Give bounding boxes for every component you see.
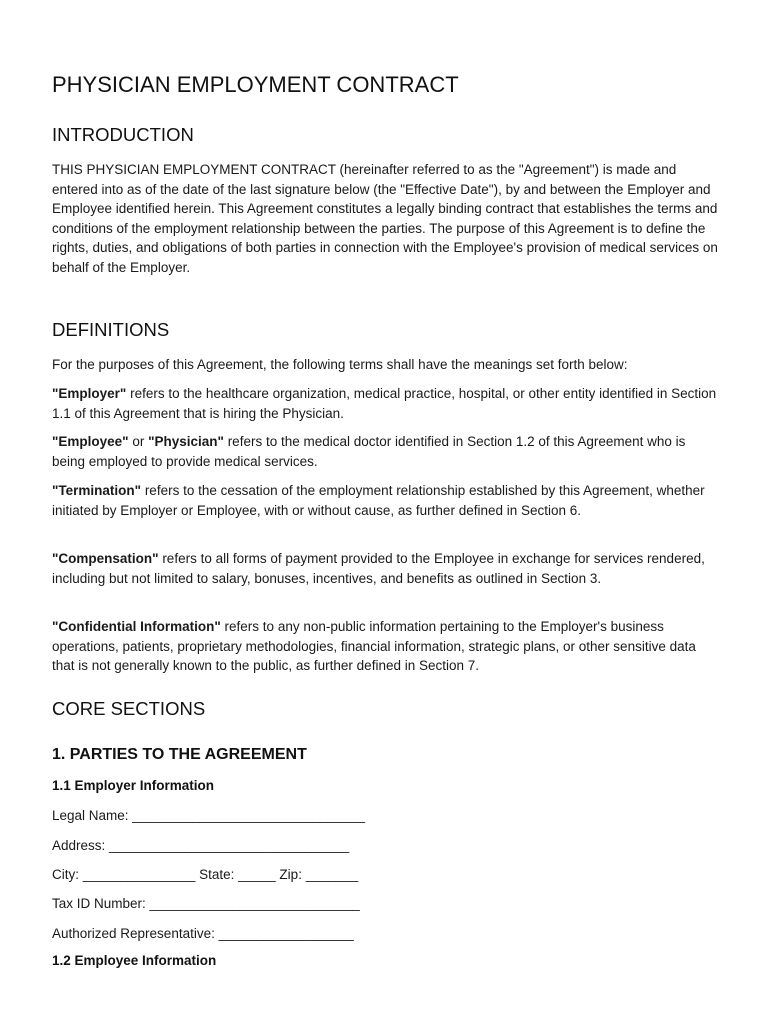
definition-confidential-information — [52, 617, 722, 676]
definition-termination-text: refers to the cessation of the employment relationship established by this Agreement, whether initiated by Employer or Employee, with or without cause, as further defined in Section 6. — [52, 483, 705, 518]
definition-employee — [52, 432, 722, 471]
definition-compensation-text: refers to all forms of payment provided to the Employee in exchange for services rendered, including but not limited to salary, bonuses, incentives, and benefits as outlined in Section 3. — [52, 551, 705, 586]
employer-information-heading: 1.1 Employer Information — [52, 778, 215, 793]
core-sections-heading: CORE SECTIONS — [52, 698, 206, 719]
authorized-representative-field: Authorized Representative: __________________ — [52, 926, 354, 941]
definition-employer-text: refers to the healthcare organization, medical practice, hospital, or other entity identified in Section 1.1 of this Agreement that is hiring the Physician. — [52, 386, 717, 421]
tax-id-field: Tax ID Number: ____________________________ — [52, 896, 360, 911]
legal-name-field: Legal Name: _______________________________ — [52, 808, 366, 823]
definition-confidential-text: refers to any non-public information pertaining to the Employer's business operations, patients, proprietary methodologies, financial information, strategic plans, or other sensitive data that is not generally known to the public, as further defined in Section 7. — [52, 619, 696, 674]
employee-information-heading: 1.2 Employee Information — [52, 953, 217, 968]
term-employee: "Employee" — [52, 434, 129, 449]
term-confidential-information: "Confidential Information" — [52, 619, 221, 634]
city-state-zip-field: City: _______________ State: _____ Zip: _______ — [52, 867, 359, 882]
introduction-paragraph: THIS PHYSICIAN EMPLOYMENT CONTRACT (hereinafter referred to as the "Agreement") is made and entered into as of the date of the last signature below (the "Effective Date"), by and between the Employer and Employee identified herein. This Agreement constitutes a legally binding contract that establishes the terms and conditions of the employment relationship between the parties. The purpose of this Agreement is to define the rights, duties, and obligations of both parties in connection with the Employee's provision of medical services on behalf of the Employer. — [52, 162, 718, 275]
definition-or: or — [128, 434, 149, 449]
definitions-intro: For the purposes of this Agreement, the following terms shall have the meanings set forth below: — [52, 357, 628, 372]
term-employer: "Employer" — [52, 386, 127, 401]
address-field: Address: ________________________________ — [52, 838, 350, 853]
term-compensation: "Compensation" — [52, 551, 159, 566]
definition-employer — [52, 384, 722, 423]
section-1-heading: 1. PARTIES TO THE AGREEMENT — [52, 746, 307, 763]
term-termination: "Termination" — [52, 483, 142, 498]
introduction-heading: INTRODUCTION — [52, 124, 194, 145]
definition-compensation — [52, 549, 722, 588]
term-physician: "Physician" — [148, 434, 224, 449]
definition-termination — [52, 481, 722, 520]
document-title: PHYSICIAN EMPLOYMENT CONTRACT — [52, 72, 459, 97]
definitions-heading: DEFINITIONS — [52, 319, 170, 340]
definition-employee-text: refers to the medical doctor identified in Section 1.2 of this Agreement who is being employed to provide medical services. — [52, 434, 686, 469]
